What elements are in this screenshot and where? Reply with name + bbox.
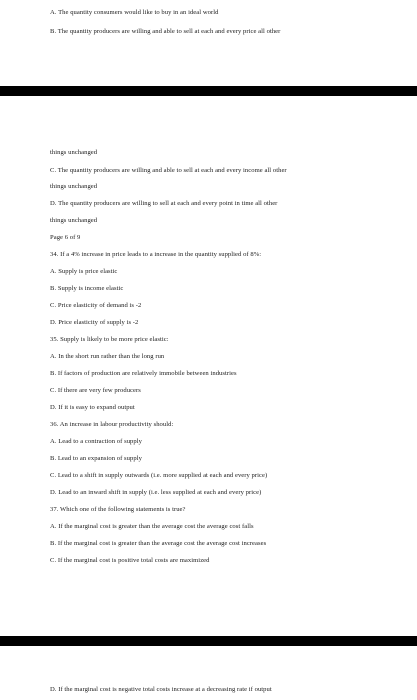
answer-option-a: A. Lead to a contraction of supply <box>50 438 142 445</box>
page-separator <box>0 636 417 646</box>
answer-option-b: B. Lead to an expansion of supply <box>50 455 142 462</box>
answer-option-a: A. Supply is price elastic <box>50 268 118 275</box>
page-number: Page 6 of 9 <box>50 234 81 241</box>
question-34: 34. If a 4% increase in price leads to a increase in the quantity supplied of 8%: <box>50 251 262 258</box>
answer-option-d: D. Lead to an inward shift in supply (i.e. less supplied at each and every price) <box>50 489 262 496</box>
answer-option-a: A. In the short run rather than the long run <box>50 353 165 360</box>
answer-option-b: B. The quantity producers are willing and able to sell at each and every price all other <box>50 28 281 35</box>
page-3 <box>0 646 417 700</box>
page-2 <box>0 96 417 636</box>
text-line: things unchanged <box>50 149 98 156</box>
answer-option-d: D. If the marginal cost is negative total costs increase at a decreasing rate if output <box>50 686 272 693</box>
text-line: things unchanged <box>50 183 98 190</box>
answer-option-c: C. Price elasticity of demand is -2 <box>50 302 142 309</box>
answer-option-c: C. If there are very few producers <box>50 387 141 394</box>
page-1 <box>0 0 417 86</box>
page-separator <box>0 86 417 96</box>
text-line: things unchanged <box>50 217 98 224</box>
answer-option-c: C. The quantity producers are willing and able to sell at each and every income all other <box>50 167 287 174</box>
question-37: 37. Which one of the following statements is true? <box>50 506 186 513</box>
answer-option-b: B. If the marginal cost is greater than the average cost the average cost increases <box>50 540 267 547</box>
answer-option-d: D. If it is easy to expand output <box>50 404 135 411</box>
answer-option-b: B. If factors of production are relatively immobile between industries <box>50 370 237 377</box>
answer-option-a: A. If the marginal cost is greater than the average cost the average cost falls <box>50 523 254 530</box>
answer-option-d: D. The quantity producers are willing to sell at each and every point in time all other <box>50 200 278 207</box>
question-35: 35. Supply is likely to be more price elastic: <box>50 336 169 343</box>
question-36: 36. An increase in labour productivity should: <box>50 421 174 428</box>
answer-option-d: D. Price elasticity of supply is -2 <box>50 319 139 326</box>
answer-option-b: B. Supply is income elastic <box>50 285 124 292</box>
answer-option-c: C. If the marginal cost is positive total costs are maximized <box>50 557 210 564</box>
answer-option-c: C. Lead to a shift in supply outwards (i.e. more supplied at each and every price) <box>50 472 268 479</box>
answer-option-a: A. The quantity consumers would like to buy in an ideal world <box>50 9 219 16</box>
